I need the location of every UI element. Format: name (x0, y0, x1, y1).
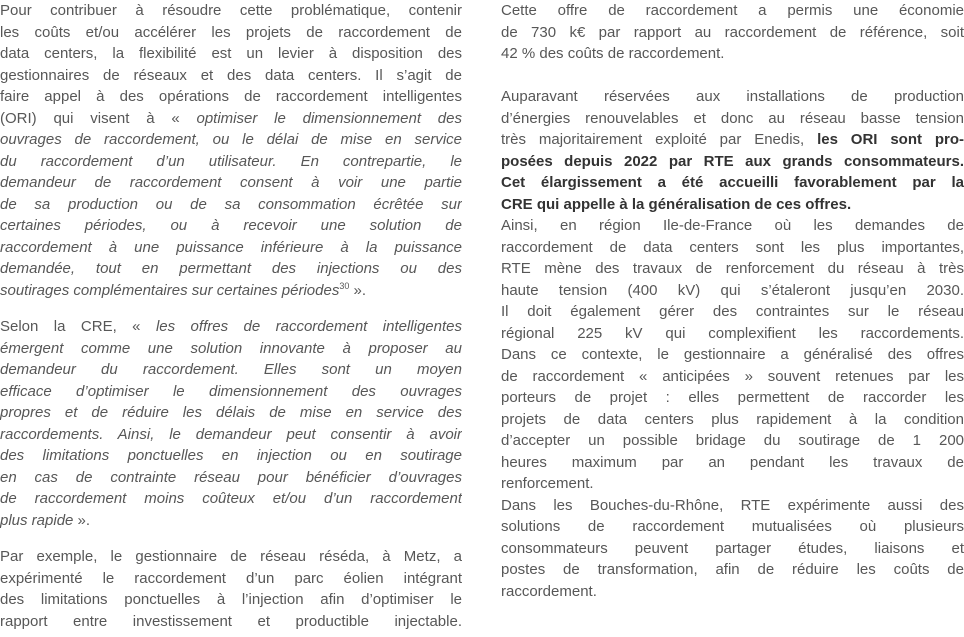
text-line (501, 151, 964, 173)
text-line (0, 151, 462, 173)
text: renforcement. (501, 475, 594, 492)
footnote-ref: 30 (339, 280, 350, 291)
text-line (0, 280, 462, 302)
text-line (501, 43, 964, 65)
text-line (501, 430, 964, 452)
quoted-text: demandeur de raccordement consent à voir une partie (0, 174, 462, 191)
text-line (501, 108, 964, 130)
text: haute tension (400 kV) qui s’étaleront jusqu’en 2030. (501, 281, 964, 299)
paragraph-savings (501, 0, 964, 65)
quoted-text: de raccordement moins coûteux et/ou d’un raccordement (0, 490, 462, 507)
text-line (0, 424, 462, 446)
quoted-text: propres et de réduire les délais de mise en service des (0, 404, 462, 421)
text-line (0, 237, 462, 259)
text-line (0, 316, 462, 338)
text-line (0, 589, 462, 611)
text-line (501, 452, 964, 474)
quoted-text: des limitations ponctuelles en injection ou en soutirage (0, 447, 462, 464)
quoted-text: raccordements. Ainsi, le demandeur peut consentir à avoir (0, 425, 462, 443)
text: Auparavant réservées aux installations de production (501, 88, 964, 105)
bold-text: Cet élargissement a été accueilli favorablement par la (501, 174, 964, 191)
text: faire appel à des opérations de raccordement intelligentes (0, 88, 462, 105)
text-line (0, 108, 462, 130)
text: Selon la CRE, « (0, 318, 156, 335)
quoted-text: demandeur du raccordement. Elles sont un moyen (0, 361, 462, 378)
text-line (501, 323, 964, 345)
text: de raccordement « anticipées » souvent retenues par les (501, 367, 964, 385)
text-line (501, 387, 964, 409)
text-line (0, 65, 462, 87)
text: des limitations ponctuelles à l’injection afin d’optimiser le (0, 591, 462, 608)
text-line (501, 473, 964, 495)
text: rapport entre investissement et productible injectable. (0, 612, 462, 630)
quoted-text: du raccordement d’un utilisateur. En contrepartie, le (0, 152, 462, 170)
text: régional 225 kV qui complexifient les raccordements. (501, 324, 964, 342)
text-line (0, 258, 462, 280)
text-line (0, 43, 462, 65)
text-line (501, 280, 964, 302)
text-line (0, 488, 462, 510)
text: ». (349, 281, 367, 299)
text-line (501, 366, 964, 388)
text: d’accepter un possible bridage du soutirage de 1 200 (501, 432, 964, 449)
text-line (501, 22, 964, 44)
text-line (501, 172, 964, 194)
text-line (501, 258, 964, 280)
text: les coûts et/ou accélérer les projets de raccordement de (0, 23, 462, 41)
text-line (0, 338, 462, 360)
text: 42 % des coûts de raccordement. (501, 45, 725, 62)
text-line (501, 581, 964, 603)
text: de 730 k€ par rapport au raccordement de référence, soit (501, 23, 964, 41)
text-line (0, 129, 462, 151)
quoted-text: demandée, tout en permettant des injections ou des (0, 260, 462, 277)
text: très majoritairement exploité par Enedis, (501, 131, 818, 148)
text-line (0, 402, 462, 424)
text-line (0, 86, 462, 108)
paragraph-cre-quote (0, 316, 462, 531)
text: expérimenté le raccordement d’un parc éolien intégrant (0, 569, 462, 587)
text-line (501, 344, 964, 366)
quoted-text: soutirages complémentaires sur certaines périodes (0, 281, 340, 299)
text-line (0, 510, 462, 532)
text: raccordement. (501, 582, 597, 600)
quoted-text: émergent comme une solution innovante à proposer au (0, 339, 462, 357)
quoted-text: les offres de raccordement intelligentes (155, 318, 462, 335)
text-line (501, 516, 964, 538)
text-line (501, 129, 964, 151)
text-line (501, 237, 964, 259)
paragraph-reseda-example (0, 546, 462, 632)
text-line (0, 194, 462, 216)
text: d’énergies renouvelables et donc au réseau basse tension (501, 109, 964, 127)
text: postes de transformation, afin de réduire les coûts de (501, 561, 964, 578)
text-line (0, 381, 462, 403)
text: heures maximum par an pendant les travaux de (501, 453, 964, 471)
text-line (0, 172, 462, 194)
text-line (0, 611, 462, 633)
text: Il doit également gérer des contraintes sur le réseau (501, 303, 964, 320)
text: projets de data centers plus rapidement à la condition (501, 410, 964, 428)
text-line (0, 359, 462, 381)
paragraph-rte-ori (501, 86, 964, 602)
text-line (0, 546, 462, 568)
text: Par exemple, le gestionnaire de réseau réséda, à Metz, a (0, 548, 462, 565)
text: RTE mène des travaux de renforcement du réseau à très (501, 260, 964, 277)
quoted-text: plus rapide (0, 511, 74, 529)
quoted-text: ouvrages de raccordement, ou le délai de mise en service (0, 131, 462, 148)
text: gestionnaires de réseaux et des data centers. Il s’agit de (0, 66, 462, 84)
text: (ORI) qui visent à « (0, 109, 197, 127)
text-line (0, 0, 462, 22)
quoted-text: en cas de contrainte réseau pour bénéficier d’ouvrages (0, 468, 462, 486)
text: solutions de raccordement mutualisées où plusieurs (501, 518, 964, 535)
text: ». (73, 511, 91, 529)
text-line (501, 538, 964, 560)
bold-text: posées depuis 2022 par RTE aux grands consommateurs. (501, 152, 964, 170)
text-line (501, 215, 964, 237)
paragraph-ori-intro (0, 0, 462, 301)
text: data centers, la flexibilité est un levier à disposition des (0, 45, 462, 62)
text: Cette offre de raccordement a permis une économie (501, 2, 964, 19)
text: porteurs de projet : elles permettent de raccorder les (501, 389, 964, 406)
quoted-text: efficace d’optimiser le dimensionnement des ouvrages (0, 382, 462, 400)
text-line (501, 409, 964, 431)
text-line (501, 86, 964, 108)
text-line (501, 559, 964, 581)
text: consommateurs peuvent partager études, liaisons et (501, 539, 964, 557)
quoted-text: raccordement à une puissance inférieure à la puissance (0, 238, 462, 256)
quoted-text: optimiser le dimensionnement des (196, 109, 462, 127)
quoted-text: de sa production ou de sa consommation écrêtée sur (0, 195, 462, 213)
quoted-text: certaines périodes, ou à recevoir une solution de (0, 217, 462, 234)
text: Pour contribuer à résoudre cette problématique, contenir (0, 2, 462, 19)
text: Dans les Bouches-du-Rhône, RTE expérimente aussi des (501, 496, 964, 514)
text-line (501, 0, 964, 22)
text-line (0, 445, 462, 467)
text: Dans ce contexte, le gestionnaire a généralisé des offres (501, 346, 964, 363)
text: Ainsi, en région Ile-de-France où les demandes de (501, 217, 964, 234)
text-line (501, 495, 964, 517)
text-line (0, 467, 462, 489)
text-line (501, 301, 964, 323)
text-line (0, 215, 462, 237)
text-line (0, 22, 462, 44)
text-line (501, 194, 964, 216)
bold-text: les ORI sont pro- (817, 131, 964, 148)
text-line (0, 568, 462, 590)
bold-text: CRE qui appelle à la généralisation de ces offres. (501, 195, 852, 213)
text: raccordement de data centers sont les plus importantes, (501, 238, 964, 256)
